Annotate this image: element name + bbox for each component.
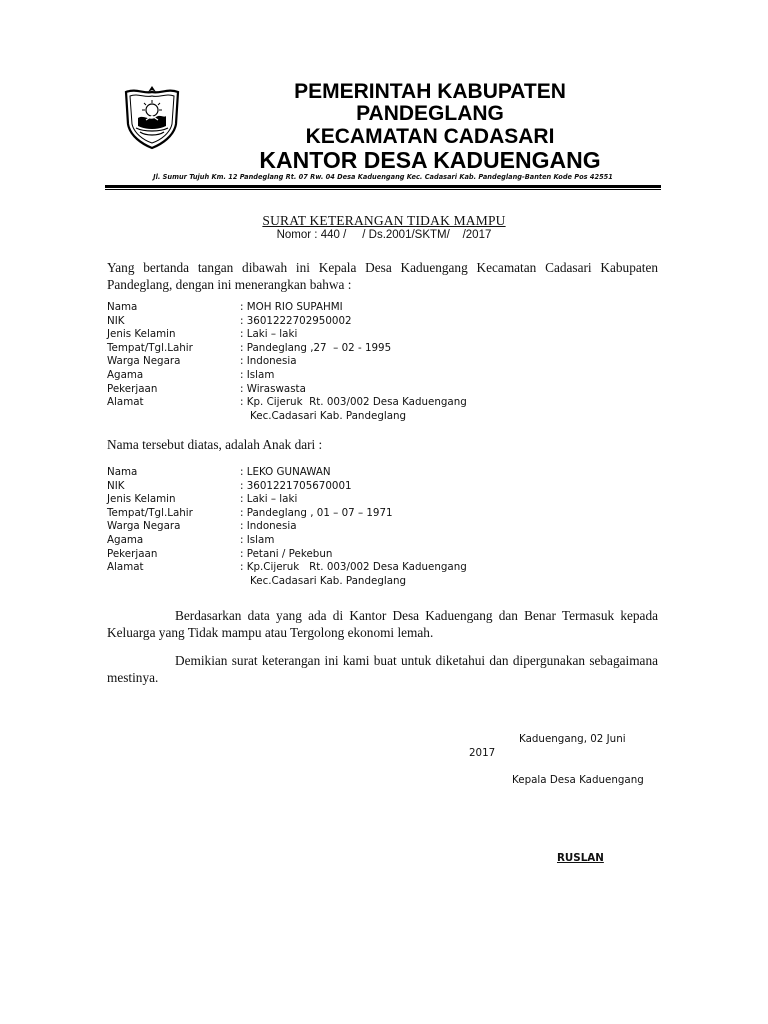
header-divider-thin: [105, 189, 661, 190]
district-emblem-icon: [116, 80, 188, 152]
field-value: : Petani / Pekebun: [240, 547, 333, 560]
person-details: [107, 301, 667, 423]
field-label: Warga Negara: [107, 520, 181, 533]
field-label: Agama: [107, 533, 144, 546]
field-value: : Islam: [240, 533, 275, 546]
field-value: : 3601222702950002: [240, 314, 352, 327]
field-label: Alamat: [107, 396, 144, 409]
header-village-office: KANTOR DESA KADUENGANG: [259, 147, 601, 173]
field-row: [107, 561, 667, 575]
field-value: : Wiraswasta: [240, 382, 306, 395]
field-label: Pekerjaan: [107, 547, 158, 560]
field-value: : Laki – laki: [240, 328, 298, 341]
field-label: Nama: [107, 466, 138, 478]
field-value: : 3601221705670001: [240, 479, 352, 492]
field-label: Tempat/Tgl.Lahir: [107, 341, 193, 354]
field-row: [107, 493, 667, 507]
field-value: : Kp. Cijeruk Rt. 003/002 Desa Kaduengang: [240, 396, 467, 409]
field-label: Nama: [107, 301, 138, 313]
field-value: : Indonesia: [240, 355, 297, 368]
field-row: [107, 480, 667, 494]
field-value-continuation: Kec.Cadasari Kab. Pandeglang: [250, 409, 407, 422]
field-label: Alamat: [107, 561, 144, 574]
field-row: [107, 466, 667, 480]
field-row: [107, 534, 667, 548]
document-number: Nomor : 440 / / Ds.2001/SKTM/ /2017: [276, 229, 492, 241]
field-label: NIK: [107, 314, 125, 327]
field-row: [107, 342, 667, 356]
field-row: [107, 507, 667, 521]
header-government: PEMERINTAH KABUPATEN: [294, 80, 566, 103]
field-row: [107, 383, 667, 397]
field-row: [107, 548, 667, 562]
parent-intro: Nama tersebut diatas, adalah Anak dari :: [107, 437, 323, 452]
header-address: Jl. Sumur Tujuh Km. 12 Pandeglang Rt. 07 Rw. 04 Desa Kaduengang Kec. Cadasari Kab. Pandeglang-Banten Kode Pos 42551: [153, 173, 613, 181]
parent-details: [107, 466, 667, 588]
field-row: [107, 301, 667, 315]
header-district: KECAMATAN CADASARI: [305, 125, 555, 148]
field-row: [107, 315, 667, 329]
header-regency: PANDEGLANG: [356, 102, 504, 125]
field-value: : Pandeglang ,27 – 02 - 1995: [240, 341, 392, 354]
intro-paragraph: Yang bertanda tangan dibawah ini Kepala Desa Kaduengang Kecamatan Cadasari Kabupaten Pandeglang, dengan ini menerangkan bahwa :: [107, 260, 658, 292]
header-divider-thick: [105, 185, 661, 188]
field-row: [107, 328, 667, 342]
signer-name: RUSLAN: [557, 852, 604, 864]
field-value: : Indonesia: [240, 520, 297, 533]
field-label: Warga Negara: [107, 355, 181, 368]
field-label: NIK: [107, 479, 125, 492]
closing-paragraph: [107, 652, 658, 686]
field-label: Pekerjaan: [107, 382, 158, 395]
field-label: Jenis Kelamin: [107, 328, 176, 341]
statement-text: Berdasarkan data yang ada di Kantor Desa Kaduengang dan Benar Termasuk kepada Keluarga yang Tidak mampu atau Tergolong ekonomi lemah.: [107, 608, 658, 640]
statement-paragraph: [107, 607, 658, 641]
document-title: SURAT KETERANGAN TIDAK MAMPU: [262, 213, 506, 228]
field-label: Jenis Kelamin: [107, 493, 176, 506]
field-row: [107, 355, 667, 369]
field-value: : MOH RIO SUPAHMI: [240, 301, 343, 313]
signature-year: 2017: [469, 747, 496, 759]
field-row: [107, 396, 667, 410]
field-row: [107, 520, 667, 534]
field-value: : Islam: [240, 368, 275, 381]
field-value: : Laki – laki: [240, 493, 298, 506]
signature-place-date: Kaduengang, 02 Juni: [519, 733, 626, 745]
closing-text: Demikian surat keterangan ini kami buat untuk diketahui dan dipergunakan sebagaimana mestinya.: [107, 653, 658, 685]
field-value: : LEKO GUNAWAN: [240, 466, 331, 478]
field-value: : Kp.Cijeruk Rt. 003/002 Desa Kaduengang: [240, 561, 467, 574]
field-label: Tempat/Tgl.Lahir: [107, 506, 193, 519]
field-value-continuation: Kec.Cadasari Kab. Pandeglang: [250, 574, 407, 587]
field-label: Agama: [107, 368, 144, 381]
signature-position: Kepala Desa Kaduengang: [512, 774, 644, 786]
field-value: : Pandeglang , 01 – 07 – 1971: [240, 506, 393, 519]
field-row: [107, 369, 667, 383]
